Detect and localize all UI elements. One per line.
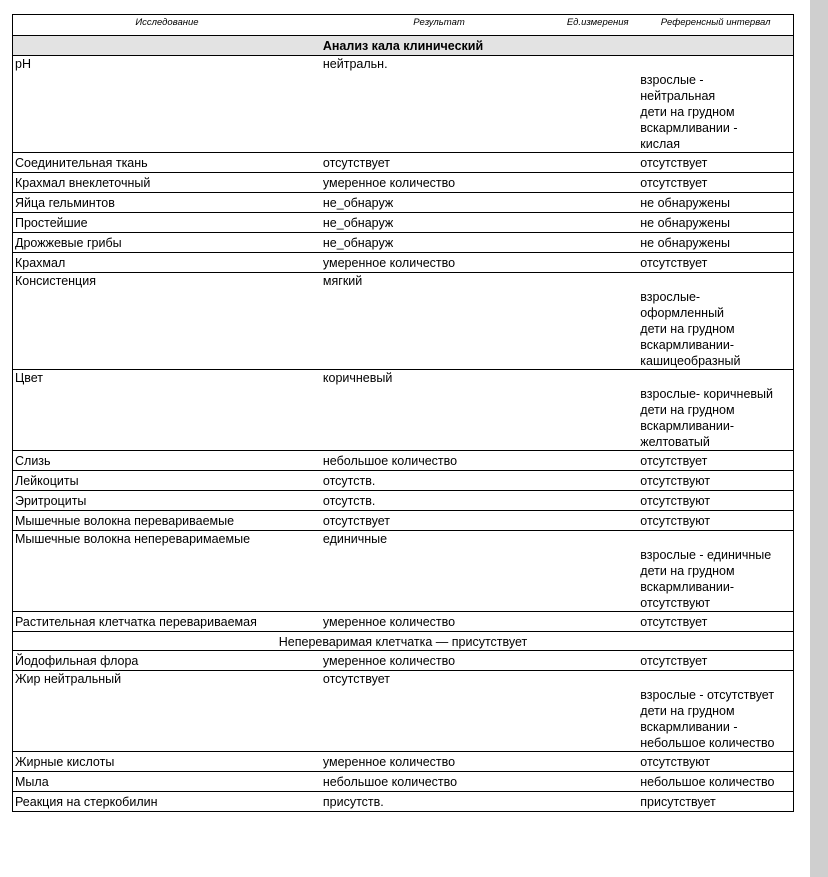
cell-test: Реакция на стеркобилин (13, 792, 321, 812)
cell-result: присутств. (321, 792, 557, 812)
cell-test: Мыла (13, 772, 321, 792)
cell-unit (557, 173, 638, 193)
cell-unit (557, 531, 638, 612)
cell-reference: не обнаружены (638, 233, 793, 253)
cell-unit (557, 612, 638, 632)
cell-result: отсутствует (321, 511, 557, 531)
header-reference: Референсный интервал (638, 15, 793, 36)
cell-unit (557, 56, 638, 153)
table-row (13, 651, 794, 671)
cell-unit (557, 193, 638, 213)
table-row (13, 451, 794, 471)
table-row (13, 193, 794, 213)
reference-line: желтоватый (640, 435, 710, 449)
table-row (13, 792, 794, 812)
cell-result: не_обнаруж (321, 233, 557, 253)
reference-line: кислая (640, 137, 680, 151)
reference-line: небольшое количество (640, 736, 775, 750)
cell-result: не_обнаруж (321, 213, 557, 233)
cell-reference: отсутствуют (638, 511, 793, 531)
table-row (13, 233, 794, 253)
cell-result: единичные (321, 531, 557, 612)
cell-reference: отсутствуют (638, 491, 793, 511)
table-row (13, 153, 794, 173)
cell-unit (557, 233, 638, 253)
cell-result: небольшое количество (321, 451, 557, 471)
cell-unit (557, 213, 638, 233)
table-row (13, 56, 794, 153)
table-row (13, 213, 794, 233)
table-row (13, 671, 794, 752)
cell-unit (557, 451, 638, 471)
cell-unit (557, 511, 638, 531)
cell-unit (557, 471, 638, 491)
cell-reference (638, 671, 793, 752)
cell-reference (638, 531, 793, 612)
cell-reference: отсутствует (638, 651, 793, 671)
reference-line: дети на грудном (640, 403, 735, 417)
reference-line: кашицеобразный (640, 354, 741, 368)
cell-reference: отсутствует (638, 173, 793, 193)
cell-reference (638, 56, 793, 153)
reference-line: дети на грудном (640, 704, 735, 718)
cell-result: нейтральн. (321, 56, 557, 153)
cell-reference: присутствует (638, 792, 793, 812)
reference-line: оформленный (640, 306, 725, 320)
cell-test: Жир нейтральный (13, 671, 321, 752)
report-sheet (12, 14, 794, 812)
cell-reference (638, 370, 793, 451)
table-row (13, 752, 794, 772)
reference-line: вскармливании- (640, 580, 735, 594)
cell-result: умеренное количество (321, 752, 557, 772)
cell-reference: не обнаружены (638, 213, 793, 233)
cell-test: Соединительная ткань (13, 153, 321, 173)
cell-unit (557, 772, 638, 792)
cell-test: Яйца гельминтов (13, 193, 321, 213)
note-row (13, 632, 794, 651)
cell-reference: отсутствует (638, 612, 793, 632)
cell-result: умеренное количество (321, 173, 557, 193)
cell-unit (557, 792, 638, 812)
table-row (13, 173, 794, 193)
cell-reference: отсутствует (638, 451, 793, 471)
reference-line: нейтральная (640, 89, 716, 103)
cell-result: коричневый (321, 370, 557, 451)
cell-reference (638, 273, 793, 370)
cell-result: мягкий (321, 273, 557, 370)
table-row (13, 511, 794, 531)
cell-reference: отсутствуют (638, 752, 793, 772)
cell-result: отсутств. (321, 471, 557, 491)
reference-line: вскармливании - (640, 720, 738, 734)
header-result: Результат (321, 15, 557, 36)
cell-result: отсутствует (321, 671, 557, 752)
cell-result: умеренное количество (321, 612, 557, 632)
table-row (13, 531, 794, 612)
results-table (12, 14, 794, 812)
cell-test: Жирные кислоты (13, 752, 321, 772)
section-title: Анализ кала клинический (13, 36, 794, 56)
table-row (13, 370, 794, 451)
cell-test: Крахмал внеклеточный (13, 173, 321, 193)
cell-test: pH (13, 56, 321, 153)
cell-result: умеренное количество (321, 253, 557, 273)
cell-reference: небольшое количество (638, 772, 793, 792)
reference-line: взрослые- (640, 290, 701, 304)
header-test: Исследование (13, 15, 321, 36)
cell-reference: отсутствует (638, 253, 793, 273)
cell-unit (557, 253, 638, 273)
cell-unit (557, 370, 638, 451)
table-header (13, 15, 794, 36)
cell-unit (557, 651, 638, 671)
cell-test: Цвет (13, 370, 321, 451)
table-row (13, 273, 794, 370)
cell-test: Йодофильная флора (13, 651, 321, 671)
cell-test: Слизь (13, 451, 321, 471)
table-row (13, 471, 794, 491)
table-row (13, 772, 794, 792)
cell-test: Простейшие (13, 213, 321, 233)
cell-unit (557, 273, 638, 370)
cell-test: Мышечные волокна перевариваемые (13, 511, 321, 531)
cell-unit (557, 671, 638, 752)
cell-result: отсутств. (321, 491, 557, 511)
cell-test: Крахмал (13, 253, 321, 273)
cell-unit (557, 752, 638, 772)
table-row (13, 253, 794, 273)
reference-line: дети на грудном (640, 564, 735, 578)
reference-line: вскармливании - (640, 121, 738, 135)
cell-unit (557, 153, 638, 173)
cell-reference: отсутствует (638, 153, 793, 173)
cell-result: не_обнаруж (321, 193, 557, 213)
cell-test: Консистенция (13, 273, 321, 370)
reference-line: дети на грудном (640, 105, 735, 119)
cell-unit (557, 491, 638, 511)
reference-line: взрослые - (640, 73, 704, 87)
reference-line: вскармливании- (640, 419, 735, 433)
cell-reference: не обнаружены (638, 193, 793, 213)
table-row (13, 491, 794, 511)
cell-test: Лейкоциты (13, 471, 321, 491)
note-text: Непереваримая клетчатка — присутствует (13, 632, 794, 651)
reference-line: дети на грудном (640, 322, 735, 336)
reference-line: отсутствуют (640, 596, 711, 610)
cell-test: Эритроциты (13, 491, 321, 511)
cell-test: Мышечные волокна непереваримаемые (13, 531, 321, 612)
cell-test: Дрожжевые грибы (13, 233, 321, 253)
vertical-scrollbar[interactable] (810, 0, 828, 877)
cell-result: небольшое количество (321, 772, 557, 792)
reference-line: взрослые- коричневый (640, 387, 774, 401)
cell-result: отсутствует (321, 153, 557, 173)
header-unit: Ед.измерения (557, 15, 638, 36)
reference-line: взрослые - отсутствует (640, 688, 775, 702)
cell-test: Растительная клетчатка перевариваемая (13, 612, 321, 632)
cell-result: умеренное количество (321, 651, 557, 671)
reference-line: взрослые - единичные (640, 548, 772, 562)
reference-line: вскармливании- (640, 338, 735, 352)
cell-reference: отсутствуют (638, 471, 793, 491)
section-row (13, 36, 794, 56)
table-row (13, 612, 794, 632)
